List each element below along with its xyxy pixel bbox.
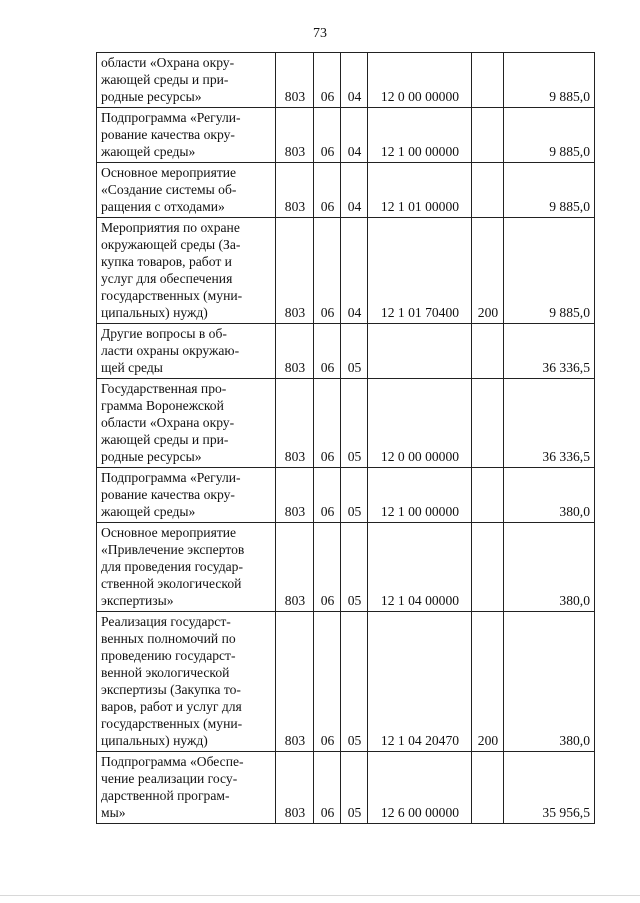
table-row	[97, 523, 595, 612]
row-description: Основное мероприятие «Создание системы об- ращения с отходами»	[97, 163, 276, 218]
row-description: области «Охрана окру- жающей среды и при- родные ресурсы»	[97, 53, 276, 108]
subsection-code: 04	[341, 53, 368, 108]
subsection-code: 05	[341, 612, 368, 752]
amount-value: 380,0	[504, 468, 595, 523]
section-code: 06	[314, 523, 341, 612]
subsection-code: 05	[341, 752, 368, 824]
table-row	[97, 218, 595, 324]
section-code: 06	[314, 163, 341, 218]
target-article-code	[368, 324, 472, 379]
table-row	[97, 324, 595, 379]
ministry-code: 803	[276, 53, 314, 108]
section-code: 06	[314, 752, 341, 824]
ministry-code: 803	[276, 163, 314, 218]
amount-value: 36 336,5	[504, 324, 595, 379]
expense-type-code	[472, 163, 504, 218]
target-article-code: 12 1 00 00000	[368, 468, 472, 523]
table-row	[97, 468, 595, 523]
ministry-code: 803	[276, 612, 314, 752]
target-article-code: 12 1 01 00000	[368, 163, 472, 218]
target-article-code: 12 0 00 00000	[368, 53, 472, 108]
amount-value: 9 885,0	[504, 53, 595, 108]
ministry-code: 803	[276, 218, 314, 324]
ministry-code: 803	[276, 324, 314, 379]
amount-value: 35 956,5	[504, 752, 595, 824]
ministry-code: 803	[276, 523, 314, 612]
row-description: Подпрограмма «Обеспе- чение реализации госу- дарственной програм- мы»	[97, 752, 276, 824]
table-row	[97, 612, 595, 752]
ministry-code: 803	[276, 108, 314, 163]
page-number: 73	[313, 26, 327, 41]
amount-value: 9 885,0	[504, 108, 595, 163]
target-article-code: 12 1 04 00000	[368, 523, 472, 612]
amount-value: 380,0	[504, 612, 595, 752]
table-row	[97, 53, 595, 108]
expense-type-code: 200	[472, 218, 504, 324]
table-body	[97, 53, 595, 824]
table-row	[97, 379, 595, 468]
section-code: 06	[314, 108, 341, 163]
scan-edge-line	[0, 895, 640, 896]
amount-value: 9 885,0	[504, 218, 595, 324]
subsection-code: 05	[341, 324, 368, 379]
row-description: Другие вопросы в об- ласти охраны окружаю- щей среды	[97, 324, 276, 379]
expense-type-code: 200	[472, 612, 504, 752]
target-article-code: 12 1 01 70400	[368, 218, 472, 324]
subsection-code: 04	[341, 218, 368, 324]
expense-type-code	[472, 468, 504, 523]
target-article-code: 12 6 00 00000	[368, 752, 472, 824]
section-code: 06	[314, 379, 341, 468]
subsection-code: 05	[341, 468, 368, 523]
subsection-code: 04	[341, 108, 368, 163]
row-description: Государственная про- грамма Воронежской области «Охрана окру- жающей среды и при- родные ресурсы»	[97, 379, 276, 468]
ministry-code: 803	[276, 379, 314, 468]
section-code: 06	[314, 468, 341, 523]
amount-value: 36 336,5	[504, 379, 595, 468]
expense-type-code	[472, 53, 504, 108]
subsection-code: 05	[341, 523, 368, 612]
subsection-code: 05	[341, 379, 368, 468]
expense-type-code	[472, 108, 504, 163]
section-code: 06	[314, 218, 341, 324]
expense-type-code	[472, 379, 504, 468]
table-row	[97, 108, 595, 163]
expense-type-code	[472, 752, 504, 824]
subsection-code: 04	[341, 163, 368, 218]
section-code: 06	[314, 324, 341, 379]
ministry-code: 803	[276, 468, 314, 523]
table-row	[97, 752, 595, 824]
ministry-code: 803	[276, 752, 314, 824]
row-description: Подпрограмма «Регули- рование качества окру- жающей среды»	[97, 468, 276, 523]
section-code: 06	[314, 53, 341, 108]
budget-table	[96, 52, 595, 824]
row-description: Основное мероприятие «Привлечение экспертов для проведения государ- ственной экологической экспертизы»	[97, 523, 276, 612]
amount-value: 380,0	[504, 523, 595, 612]
row-description: Реализация государст- венных полномочий по проведению государст- венной экологической экспертизы (Закупка то- варов, работ и услуг для государственных (муни- ципальных) нужд)	[97, 612, 276, 752]
target-article-code: 12 1 04 20470	[368, 612, 472, 752]
row-description: Мероприятия по охране окружающей среды (За- купка товаров, работ и услуг для обеспечения государственных (муни- ципальных) нужд)	[97, 218, 276, 324]
section-code: 06	[314, 612, 341, 752]
table-row	[97, 163, 595, 218]
expense-type-code	[472, 523, 504, 612]
target-article-code: 12 1 00 00000	[368, 108, 472, 163]
amount-value: 9 885,0	[504, 163, 595, 218]
row-description: Подпрограмма «Регули- рование качества окру- жающей среды»	[97, 108, 276, 163]
target-article-code: 12 0 00 00000	[368, 379, 472, 468]
expense-type-code	[472, 324, 504, 379]
